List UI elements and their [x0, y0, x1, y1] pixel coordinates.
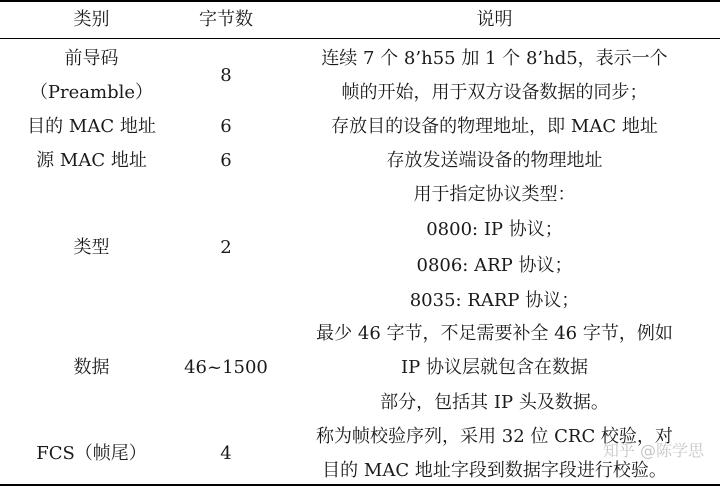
watermark: 知乎 @陈学思 [602, 441, 704, 460]
row-fcs-desc-line: 称为帧校验序列，采用 32 位 CRC 校验，对 [316, 426, 673, 447]
header-description: 说明 [476, 9, 513, 30]
row-type-desc-line: 用于指定协议类型： [413, 184, 576, 205]
row-dest-mac-bytes: 6 [220, 116, 232, 137]
row-preamble-bytes: 8 [220, 65, 232, 86]
row-type-bytes: 2 [220, 237, 232, 258]
row-preamble-desc-line: 连续 7 个 8’h55 加 1 个 8’hd5，表示一个 [321, 48, 668, 69]
row-src-mac-category: 源 MAC 地址 [36, 150, 147, 171]
row-preamble-category: 前导码 [64, 48, 119, 69]
header-rule [0, 38, 720, 39]
row-preamble-desc-line: 帧的开始，用于双方设备数据的同步； [341, 82, 648, 103]
row-data-desc-line: IP 协议层就包含在数据 [401, 357, 588, 378]
row-dest-mac-category: 目的 MAC 地址 [27, 116, 156, 137]
row-data-desc-line: 部分，包括其 IP 头及数据。 [380, 392, 609, 413]
row-data-bytes: 46~1500 [184, 357, 268, 378]
row-type-desc-line: 8035: RARP 协议； [409, 290, 580, 311]
top-rule [0, 0, 720, 2]
row-fcs-desc-line: 目的 MAC 地址字段到数据字段进行校验。 [322, 460, 667, 481]
row-fcs-bytes: 4 [220, 443, 232, 464]
row-type-desc-line: 0800: IP 协议； [426, 219, 563, 240]
row-src-mac-desc-line: 存放发送端设备的物理地址 [386, 150, 603, 171]
row-src-mac-bytes: 6 [220, 150, 232, 171]
header-category: 类别 [73, 9, 110, 30]
row-type-desc-line: 0806: ARP 协议； [416, 255, 573, 276]
row-fcs-category: FCS（帧尾） [36, 443, 147, 464]
row-preamble-category-en: （Preamble） [29, 82, 154, 103]
row-data-desc-line: 最少 46 字节，不足需要补全 46 字节，例如 [316, 323, 673, 344]
header-bytes: 字节数 [199, 9, 253, 30]
row-data-category: 数据 [73, 357, 110, 378]
bottom-rule [0, 484, 720, 486]
row-dest-mac-desc-line: 存放目的设备的物理地址，即 MAC 地址 [331, 116, 658, 137]
row-type-category: 类型 [73, 237, 110, 258]
